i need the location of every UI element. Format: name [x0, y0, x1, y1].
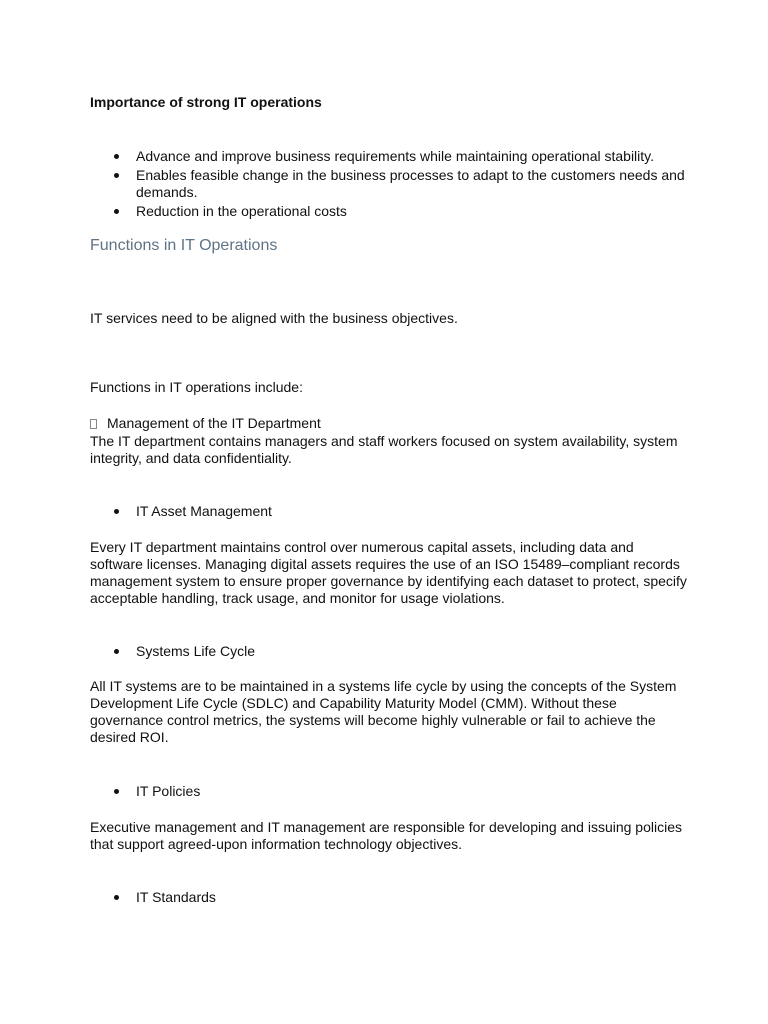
management-item — [90, 415, 690, 432]
list-item-text: Advance and improve business requirements while maintaining operational stability. — [136, 148, 655, 164]
list-item — [90, 167, 690, 201]
list-item — [90, 889, 690, 906]
bullet-icon — [114, 789, 119, 794]
policies-paragraph: Executive management and IT management are responsible for developing and issuing policies that support agreed-upon information technology objectives. — [90, 819, 682, 852]
management-item-label: Management of the IT Department — [107, 415, 321, 431]
missing-glyph-icon — [90, 419, 97, 429]
lifecycle-list — [90, 643, 690, 662]
functions-intro: Functions in IT operations include: — [90, 379, 303, 395]
list-item — [90, 783, 690, 800]
bullet-icon — [114, 173, 119, 178]
bullet-icon — [114, 209, 119, 214]
standards-list — [90, 889, 690, 908]
importance-list — [90, 148, 690, 222]
importance-heading: Importance of strong IT operations — [90, 94, 322, 110]
list-item-text: IT Standards — [136, 889, 216, 905]
list-item — [90, 643, 690, 660]
lifecycle-paragraph: All IT systems are to be maintained in a systems life cycle by using the concepts of the System Development Life Cycle (SDLC) and Capability Maturity Model (CMM). Without these governance control metrics, the systems will become highly vulnerable or fail to achieve the desired ROI. — [90, 678, 677, 745]
list-item-text: IT Policies — [136, 783, 201, 799]
list-item-text: Systems Life Cycle — [136, 643, 256, 659]
asset-paragraph: Every IT department maintains control over numerous capital assets, including data and software licenses. Managing digital assets requires the use of an ISO 15489–compliant records management system to ensure proper governance by identifying each dataset to protect, specify acceptable handling, track usage, and monitor for usage violations. — [90, 539, 687, 606]
bullet-icon — [114, 895, 119, 900]
functions-heading: Functions in IT Operations — [90, 237, 278, 254]
list-item-text: Reduction in the operational costs — [136, 203, 347, 219]
list-item — [90, 148, 690, 165]
list-item — [90, 203, 690, 220]
list-item-text: IT Asset Management — [136, 503, 272, 519]
policies-list — [90, 783, 690, 802]
bullet-icon — [114, 509, 119, 514]
asset-list — [90, 503, 690, 522]
management-paragraph: The IT department contains managers and staff workers focused on system availability, system integrity, and data confidentiality. — [90, 433, 678, 466]
list-item-text: Enables feasible change in the business processes to adapt to the customers needs and demands. — [136, 167, 685, 200]
bullet-icon — [114, 649, 119, 654]
list-item — [90, 503, 690, 520]
alignment-paragraph: IT services need to be aligned with the business objectives. — [90, 310, 458, 326]
bullet-icon — [114, 154, 119, 159]
